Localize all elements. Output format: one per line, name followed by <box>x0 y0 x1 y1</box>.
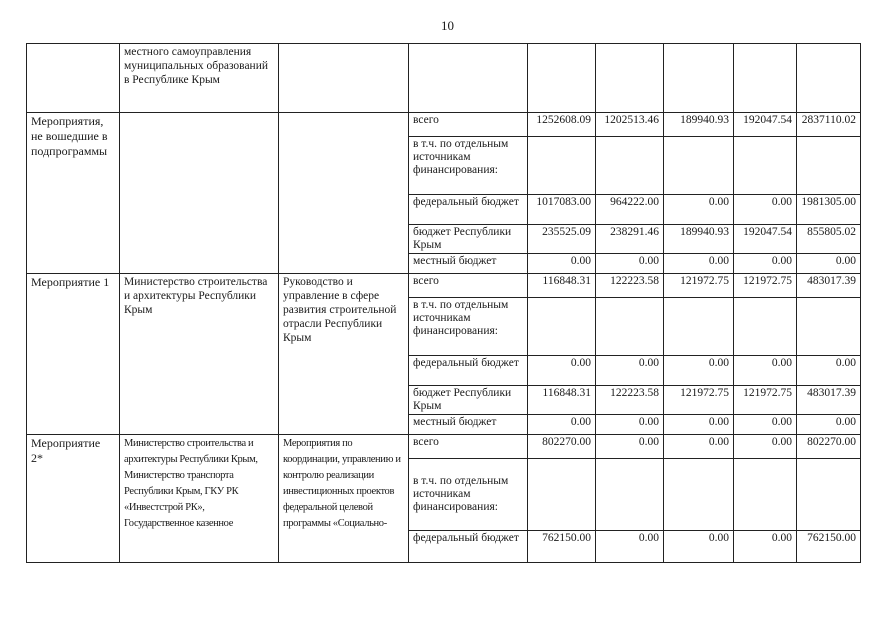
cell-empty <box>797 44 861 113</box>
value-cell: 0.00 <box>528 254 596 274</box>
source-cell: всего <box>409 113 528 137</box>
value-cell: 192047.54 <box>734 113 797 137</box>
value-cell: 855805.02 <box>797 225 861 254</box>
value-cell <box>664 459 734 531</box>
cell-empty <box>664 44 734 113</box>
value-cell: 0.00 <box>734 356 797 386</box>
executor-cell: местного самоуправления муниципальных образований в Республике Крым <box>120 44 279 113</box>
cell-empty <box>734 44 797 113</box>
cell-empty <box>27 44 120 113</box>
value-cell: 2837110.02 <box>797 113 861 137</box>
budget-table <box>26 43 861 563</box>
value-cell: 121972.75 <box>664 386 734 415</box>
value-cell <box>734 137 797 195</box>
value-cell: 0.00 <box>734 531 797 563</box>
value-cell: 0.00 <box>734 435 797 459</box>
measure-name-cell: Мероприятие 2* <box>27 435 120 563</box>
value-cell: 0.00 <box>664 254 734 274</box>
source-cell: в т.ч. по отдельным источникам финансирования: <box>409 459 528 531</box>
value-cell: 0.00 <box>596 531 664 563</box>
measure-name-cell: Мероприятия, не вошедшие в подпрограммы <box>27 113 120 274</box>
value-cell: 762150.00 <box>528 531 596 563</box>
description-cell: Мероприятия по координации, управлению и контролю реализации инвестиционных проектов федеральной целевой программы «Социально- <box>279 435 409 563</box>
value-cell: 964222.00 <box>596 195 664 225</box>
source-cell: бюджет Республики Крым <box>409 386 528 415</box>
value-cell: 189940.93 <box>664 113 734 137</box>
value-cell <box>664 298 734 356</box>
value-cell: 0.00 <box>734 195 797 225</box>
value-cell: 0.00 <box>734 254 797 274</box>
cell-empty <box>279 44 409 113</box>
value-cell: 121972.75 <box>734 386 797 415</box>
source-cell: федеральный бюджет <box>409 356 528 386</box>
value-cell: 121972.75 <box>664 274 734 298</box>
value-cell <box>664 137 734 195</box>
executor-cell: Министерство строительства и архитектуры Республики Крым, Министерство транспорта Республики Крым, ГКУ РК «Инвестстрой РК», Государственное казенное <box>120 435 279 563</box>
value-cell: 116848.31 <box>528 274 596 298</box>
value-cell <box>734 459 797 531</box>
page-number: 10 <box>441 18 454 33</box>
value-cell: 0.00 <box>596 356 664 386</box>
source-cell: всего <box>409 274 528 298</box>
value-cell: 1202513.46 <box>596 113 664 137</box>
value-cell: 0.00 <box>664 531 734 563</box>
value-cell <box>596 298 664 356</box>
value-cell: 0.00 <box>797 356 861 386</box>
value-cell: 122223.58 <box>596 274 664 298</box>
value-cell: 238291.46 <box>596 225 664 254</box>
value-cell: 0.00 <box>664 356 734 386</box>
value-cell <box>797 137 861 195</box>
executor-cell: Министерство строительства и архитектуры Республики Крым <box>120 274 279 435</box>
source-cell: местный бюджет <box>409 254 528 274</box>
value-cell: 483017.39 <box>797 274 861 298</box>
value-cell: 192047.54 <box>734 225 797 254</box>
description-cell <box>279 113 409 274</box>
source-cell: всего <box>409 435 528 459</box>
cell-empty <box>596 44 664 113</box>
table-row <box>27 113 861 137</box>
source-cell: федеральный бюджет <box>409 195 528 225</box>
value-cell: 0.00 <box>664 195 734 225</box>
table-row <box>27 435 861 459</box>
executor-cell <box>120 113 279 274</box>
value-cell: 235525.09 <box>528 225 596 254</box>
description-cell: Руководство и управление в сфере развития строительной отрасли Республики Крым <box>279 274 409 435</box>
source-cell: в т.ч. по отдельным источникам финансирования: <box>409 137 528 195</box>
value-cell: 189940.93 <box>664 225 734 254</box>
table-row <box>27 44 861 113</box>
source-cell: в т.ч. по отдельным источникам финансирования: <box>409 298 528 356</box>
cell-empty <box>409 44 528 113</box>
source-cell: федеральный бюджет <box>409 531 528 563</box>
cell-empty <box>528 44 596 113</box>
value-cell: 122223.58 <box>596 386 664 415</box>
value-cell <box>528 459 596 531</box>
value-cell: 0.00 <box>734 415 797 435</box>
value-cell: 802270.00 <box>528 435 596 459</box>
value-cell: 0.00 <box>664 415 734 435</box>
value-cell: 0.00 <box>596 254 664 274</box>
table-row <box>27 274 861 298</box>
value-cell: 802270.00 <box>797 435 861 459</box>
value-cell: 0.00 <box>596 415 664 435</box>
value-cell <box>528 137 596 195</box>
value-cell: 0.00 <box>797 254 861 274</box>
value-cell: 1017083.00 <box>528 195 596 225</box>
value-cell <box>596 459 664 531</box>
value-cell: 0.00 <box>528 415 596 435</box>
value-cell: 0.00 <box>596 435 664 459</box>
source-cell: местный бюджет <box>409 415 528 435</box>
value-cell: 121972.75 <box>734 274 797 298</box>
value-cell: 483017.39 <box>797 386 861 415</box>
value-cell: 1981305.00 <box>797 195 861 225</box>
value-cell <box>797 298 861 356</box>
value-cell <box>596 137 664 195</box>
value-cell: 1252608.09 <box>528 113 596 137</box>
measure-name-cell: Мероприятие 1 <box>27 274 120 435</box>
value-cell <box>734 298 797 356</box>
value-cell: 762150.00 <box>797 531 861 563</box>
value-cell <box>528 298 596 356</box>
value-cell: 0.00 <box>528 356 596 386</box>
value-cell <box>797 459 861 531</box>
value-cell: 0.00 <box>797 415 861 435</box>
value-cell: 0.00 <box>664 435 734 459</box>
value-cell: 116848.31 <box>528 386 596 415</box>
source-cell: бюджет Республики Крым <box>409 225 528 254</box>
